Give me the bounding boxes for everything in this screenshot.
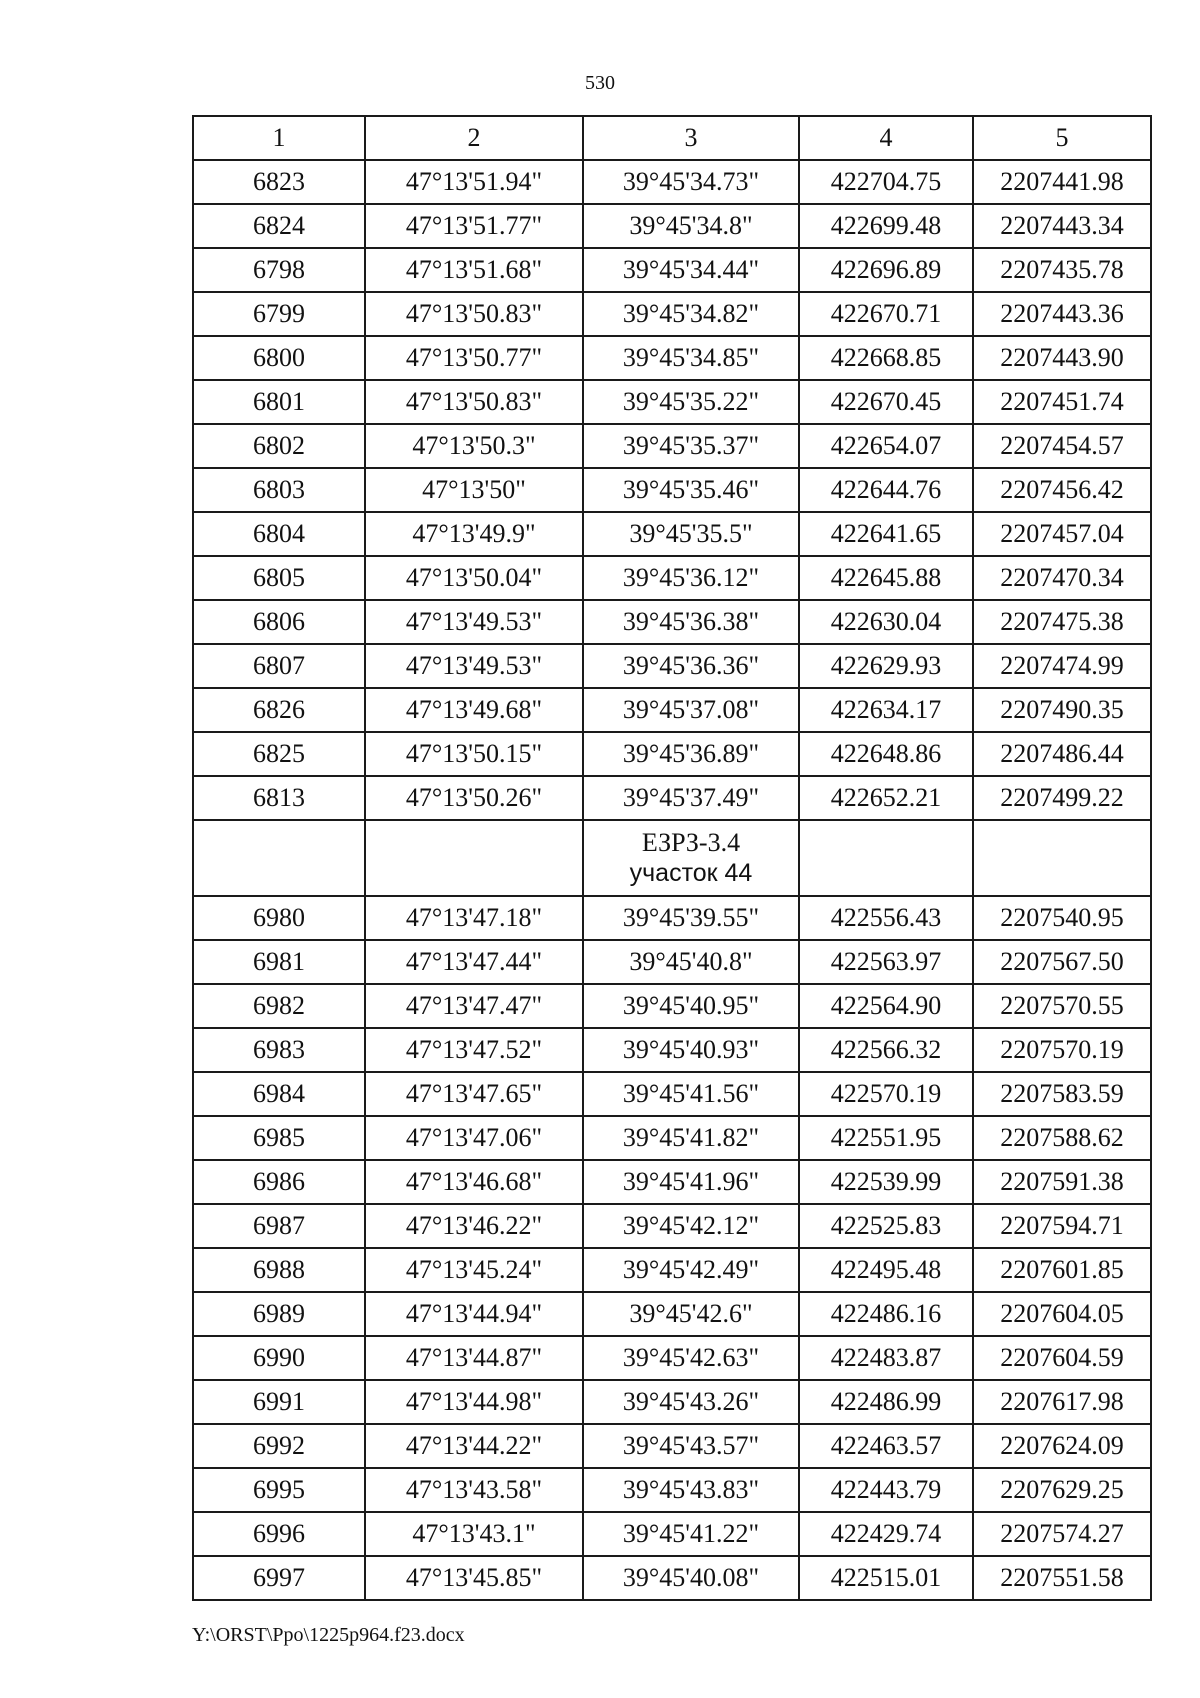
header-row — [193, 116, 1151, 160]
cell-latitude: 47°13'43.1" — [365, 1512, 583, 1556]
table-row — [193, 940, 1151, 984]
cell-point-number: 6990 — [193, 1336, 365, 1380]
table-row — [193, 424, 1151, 468]
cell-point-number: 6824 — [193, 204, 365, 248]
page-number: 530 — [585, 72, 615, 94]
cell-latitude: 47°13'44.22" — [365, 1424, 583, 1468]
cell-latitude: 47°13'47.44" — [365, 940, 583, 984]
cell-point-number: 6799 — [193, 292, 365, 336]
cell-latitude: 47°13'47.18" — [365, 896, 583, 940]
cell-latitude: 47°13'51.68" — [365, 248, 583, 292]
cell-point-number: 6823 — [193, 160, 365, 204]
table-row — [193, 984, 1151, 1028]
cell-coord-y: 2207486.44 — [973, 732, 1151, 776]
cell-latitude: 47°13'51.94" — [365, 160, 583, 204]
cell-latitude: 47°13'45.24" — [365, 1248, 583, 1292]
cell-coord-y: 2207567.50 — [973, 940, 1151, 984]
cell-coord-x: 422704.75 — [799, 160, 973, 204]
cell-coord-x: 422641.65 — [799, 512, 973, 556]
table-row — [193, 688, 1151, 732]
cell-longitude: 39°45'36.36" — [583, 644, 799, 688]
cell-coord-y: 2207443.34 — [973, 204, 1151, 248]
cell-longitude: 39°45'36.12" — [583, 556, 799, 600]
cell-coord-y: 2207594.71 — [973, 1204, 1151, 1248]
cell-point-number: 6813 — [193, 776, 365, 820]
cell-coord-x: 422443.79 — [799, 1468, 973, 1512]
cell-point-number: 6989 — [193, 1292, 365, 1336]
cell-latitude: 47°13'47.06" — [365, 1116, 583, 1160]
cell-coord-y: 2207443.36 — [973, 292, 1151, 336]
cell-coord-y: 2207624.09 — [973, 1424, 1151, 1468]
cell-coord-y: 2207570.55 — [973, 984, 1151, 1028]
cell-point-number: 6806 — [193, 600, 365, 644]
header-cell-col1: 1 — [193, 116, 365, 160]
cell-point-number: 6804 — [193, 512, 365, 556]
cell-longitude: 39°45'36.89" — [583, 732, 799, 776]
table-row — [193, 1556, 1151, 1600]
cell-longitude: 39°45'41.82" — [583, 1116, 799, 1160]
cell-coord-x: 422668.85 — [799, 336, 973, 380]
cell-latitude: 47°13'46.68" — [365, 1160, 583, 1204]
cell-longitude: 39°45'42.12" — [583, 1204, 799, 1248]
cell-coord-y: 2207629.25 — [973, 1468, 1151, 1512]
cell-longitude: 39°45'34.73" — [583, 160, 799, 204]
table-row — [193, 776, 1151, 820]
cell-point-number: 6987 — [193, 1204, 365, 1248]
cell-coord-x: 422556.43 — [799, 896, 973, 940]
cell-longitude: 39°45'34.82" — [583, 292, 799, 336]
cell-latitude: 47°13'50.26" — [365, 776, 583, 820]
cell-coord-y: 2207470.34 — [973, 556, 1151, 600]
cell-latitude: 47°13'51.77" — [365, 204, 583, 248]
section-cell-col2 — [365, 820, 583, 896]
cell-latitude: 47°13'44.98" — [365, 1380, 583, 1424]
section-row — [193, 820, 1151, 896]
cell-coord-y: 2207570.19 — [973, 1028, 1151, 1072]
cell-point-number: 6803 — [193, 468, 365, 512]
cell-longitude: 39°45'34.85" — [583, 336, 799, 380]
cell-longitude: 39°45'35.5" — [583, 512, 799, 556]
cell-coord-y: 2207617.98 — [973, 1380, 1151, 1424]
table-row — [193, 1292, 1151, 1336]
cell-longitude: 39°45'35.46" — [583, 468, 799, 512]
cell-coord-x: 422495.48 — [799, 1248, 973, 1292]
cell-longitude: 39°45'42.63" — [583, 1336, 799, 1380]
cell-coord-y: 2207474.99 — [973, 644, 1151, 688]
cell-longitude: 39°45'40.93" — [583, 1028, 799, 1072]
cell-coord-y: 2207499.22 — [973, 776, 1151, 820]
cell-latitude: 47°13'47.52" — [365, 1028, 583, 1072]
table-row — [193, 1028, 1151, 1072]
cell-coord-x: 422525.83 — [799, 1204, 973, 1248]
cell-latitude: 47°13'49.68" — [365, 688, 583, 732]
table-row — [193, 160, 1151, 204]
table-row — [193, 380, 1151, 424]
cell-point-number: 6800 — [193, 336, 365, 380]
cell-point-number: 6805 — [193, 556, 365, 600]
cell-coord-x: 422429.74 — [799, 1512, 973, 1556]
cell-coord-x: 422645.88 — [799, 556, 973, 600]
cell-coord-x: 422570.19 — [799, 1072, 973, 1116]
cell-latitude: 47°13'50.83" — [365, 380, 583, 424]
cell-coord-x: 422539.99 — [799, 1160, 973, 1204]
cell-latitude: 47°13'50.83" — [365, 292, 583, 336]
cell-longitude: 39°45'40.08" — [583, 1556, 799, 1600]
cell-coord-y: 2207441.98 — [973, 160, 1151, 204]
cell-latitude: 47°13'49.53" — [365, 644, 583, 688]
cell-point-number: 6992 — [193, 1424, 365, 1468]
cell-coord-x: 422670.45 — [799, 380, 973, 424]
cell-coord-y: 2207490.35 — [973, 688, 1151, 732]
cell-coord-x: 422566.32 — [799, 1028, 973, 1072]
section-subtitle: участок 44 — [629, 859, 753, 887]
cell-latitude: 47°13'46.22" — [365, 1204, 583, 1248]
cell-coord-y: 2207574.27 — [973, 1512, 1151, 1556]
cell-coord-x: 422634.17 — [799, 688, 973, 732]
cell-longitude: 39°45'35.37" — [583, 424, 799, 468]
cell-coord-x: 422696.89 — [799, 248, 973, 292]
cell-coord-x: 422563.97 — [799, 940, 973, 984]
cell-longitude: 39°45'40.95" — [583, 984, 799, 1028]
table-body — [193, 116, 1151, 1600]
table-row — [193, 1512, 1151, 1556]
cell-longitude: 39°45'41.22" — [583, 1512, 799, 1556]
cell-coord-x: 422551.95 — [799, 1116, 973, 1160]
cell-point-number: 6826 — [193, 688, 365, 732]
table-row — [193, 1468, 1151, 1512]
coordinates-table — [192, 115, 1152, 1601]
cell-coord-y: 2207454.57 — [973, 424, 1151, 468]
cell-coord-y: 2207435.78 — [973, 248, 1151, 292]
cell-latitude: 47°13'49.53" — [365, 600, 583, 644]
cell-coord-y: 2207551.58 — [973, 1556, 1151, 1600]
table-row — [193, 1424, 1151, 1468]
table-row — [193, 644, 1151, 688]
cell-longitude: 39°45'34.8" — [583, 204, 799, 248]
cell-coord-x: 422486.16 — [799, 1292, 973, 1336]
cell-coord-x: 422654.07 — [799, 424, 973, 468]
cell-longitude: 39°45'39.55" — [583, 896, 799, 940]
table-row — [193, 1116, 1151, 1160]
cell-point-number: 6982 — [193, 984, 365, 1028]
cell-point-number: 6991 — [193, 1380, 365, 1424]
cell-latitude: 47°13'50" — [365, 468, 583, 512]
cell-longitude: 39°45'42.49" — [583, 1248, 799, 1292]
table-row — [193, 600, 1151, 644]
table-row — [193, 336, 1151, 380]
cell-longitude: 39°45'37.49" — [583, 776, 799, 820]
cell-point-number: 6983 — [193, 1028, 365, 1072]
cell-point-number: 6825 — [193, 732, 365, 776]
table-row — [193, 1160, 1151, 1204]
cell-longitude: 39°45'43.57" — [583, 1424, 799, 1468]
table-row — [193, 896, 1151, 940]
cell-point-number: 6984 — [193, 1072, 365, 1116]
table-row — [193, 732, 1151, 776]
cell-longitude: 39°45'41.96" — [583, 1160, 799, 1204]
cell-coord-y: 2207443.90 — [973, 336, 1151, 380]
cell-longitude: 39°45'34.44" — [583, 248, 799, 292]
table-row — [193, 204, 1151, 248]
section-cell-col5 — [973, 820, 1151, 896]
cell-coord-x: 422630.04 — [799, 600, 973, 644]
cell-longitude: 39°45'40.8" — [583, 940, 799, 984]
cell-point-number: 6798 — [193, 248, 365, 292]
cell-coord-x: 422648.86 — [799, 732, 973, 776]
cell-longitude: 39°45'43.26" — [583, 1380, 799, 1424]
cell-coord-y: 2207604.05 — [973, 1292, 1151, 1336]
cell-coord-y: 2207583.59 — [973, 1072, 1151, 1116]
header-cell-col3: 3 — [583, 116, 799, 160]
cell-longitude: 39°45'36.38" — [583, 600, 799, 644]
cell-coord-x: 422670.71 — [799, 292, 973, 336]
cell-latitude: 47°13'47.47" — [365, 984, 583, 1028]
cell-latitude: 47°13'47.65" — [365, 1072, 583, 1116]
cell-latitude: 47°13'50.77" — [365, 336, 583, 380]
cell-latitude: 47°13'50.15" — [365, 732, 583, 776]
table-row — [193, 1072, 1151, 1116]
cell-coord-y: 2207601.85 — [973, 1248, 1151, 1292]
cell-point-number: 6801 — [193, 380, 365, 424]
cell-point-number: 6980 — [193, 896, 365, 940]
cell-point-number: 6997 — [193, 1556, 365, 1600]
header-cell-col5: 5 — [973, 116, 1151, 160]
cell-coord-x: 422629.93 — [799, 644, 973, 688]
cell-coord-y: 2207475.38 — [973, 600, 1151, 644]
cell-latitude: 47°13'49.9" — [365, 512, 583, 556]
footer-file-path: Y:\ORST\Ppo\1225p964.f23.docx — [192, 1624, 465, 1646]
table-row — [193, 512, 1151, 556]
table-row — [193, 1380, 1151, 1424]
table-row — [193, 248, 1151, 292]
cell-longitude: 39°45'37.08" — [583, 688, 799, 732]
cell-latitude: 47°13'43.58" — [365, 1468, 583, 1512]
table-row — [193, 468, 1151, 512]
table-row — [193, 1204, 1151, 1248]
cell-point-number: 6986 — [193, 1160, 365, 1204]
cell-point-number: 6802 — [193, 424, 365, 468]
cell-coord-x: 422515.01 — [799, 1556, 973, 1600]
cell-coord-x: 422483.87 — [799, 1336, 973, 1380]
table-row — [193, 292, 1151, 336]
cell-coord-y: 2207457.04 — [973, 512, 1151, 556]
cell-latitude: 47°13'50.04" — [365, 556, 583, 600]
cell-longitude: 39°45'43.83" — [583, 1468, 799, 1512]
cell-coord-y: 2207456.42 — [973, 468, 1151, 512]
table-row — [193, 1336, 1151, 1380]
cell-latitude: 47°13'44.94" — [365, 1292, 583, 1336]
header-cell-col2: 2 — [365, 116, 583, 160]
cell-point-number: 6807 — [193, 644, 365, 688]
cell-point-number: 6985 — [193, 1116, 365, 1160]
section-cell-title — [583, 820, 799, 896]
cell-coord-x: 422486.99 — [799, 1380, 973, 1424]
cell-point-number: 6996 — [193, 1512, 365, 1556]
cell-latitude: 47°13'45.85" — [365, 1556, 583, 1600]
section-cell-col4 — [799, 820, 973, 896]
cell-coord-x: 422652.21 — [799, 776, 973, 820]
cell-coord-x: 422699.48 — [799, 204, 973, 248]
cell-point-number: 6988 — [193, 1248, 365, 1292]
cell-coord-x: 422564.90 — [799, 984, 973, 1028]
cell-point-number: 6995 — [193, 1468, 365, 1512]
section-cell-col1 — [193, 820, 365, 896]
table-row — [193, 556, 1151, 600]
cell-latitude: 47°13'50.3" — [365, 424, 583, 468]
cell-coord-x: 422644.76 — [799, 468, 973, 512]
cell-coord-y: 2207591.38 — [973, 1160, 1151, 1204]
cell-longitude: 39°45'35.22" — [583, 380, 799, 424]
cell-point-number: 6981 — [193, 940, 365, 984]
section-name: ЕЗРЗ-3.4 — [641, 828, 741, 857]
cell-coord-y: 2207451.74 — [973, 380, 1151, 424]
table-row — [193, 1248, 1151, 1292]
cell-coord-y: 2207604.59 — [973, 1336, 1151, 1380]
cell-longitude: 39°45'41.56" — [583, 1072, 799, 1116]
cell-coord-y: 2207588.62 — [973, 1116, 1151, 1160]
cell-coord-y: 2207540.95 — [973, 896, 1151, 940]
cell-latitude: 47°13'44.87" — [365, 1336, 583, 1380]
cell-coord-x: 422463.57 — [799, 1424, 973, 1468]
cell-longitude: 39°45'42.6" — [583, 1292, 799, 1336]
header-cell-col4: 4 — [799, 116, 973, 160]
